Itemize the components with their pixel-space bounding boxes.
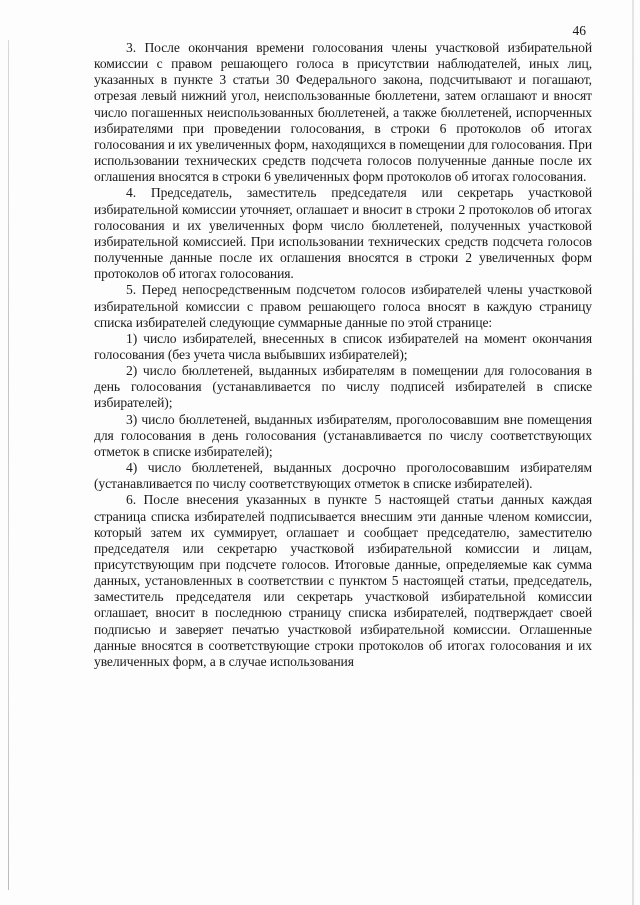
subitem-1: 1) число избирателей, внесенных в список избирателей на момент окончания голосования (без учета числа выбывших избирателей);	[94, 330, 592, 362]
paragraph-item-3: 3. После окончания времени голосования члены участковой избирательной комиссии с правом решающего голоса в присутствии наблюдателей, иных лиц, указанных в пункте 3 статьи 30 Федерального закона, подсчитывают и погашают, отрезая левый нижний угол, неиспользованные бюллетени, затем оглашают и вносят число погашенных неиспользованных бюллетеней, а также бюллетеней, испорченных избирателями при проведении голосования, в строки 6 протоколов об итогах голосования и их увеличенных форм, находящихся в помещении для голосования. При использовании технических средств подсчета голосов полученные данные после их оглашения вносятся в строки 6 увеличенных форм протоколов об итогах голосования.	[94, 40, 592, 185]
document-body	[94, 40, 592, 670]
subitem-4: 4) число бюллетеней, выданных досрочно проголосовавшим избирателям (устанавливается по числу соответствующих отметок в списке избирателей).	[94, 460, 592, 492]
paragraph-item-5: 5. Перед непосредственным подсчетом голосов избирателей члены участковой избирательной комиссии с правом решающего голоса вносят в каждую страницу списка избирателей следующие суммарные данные по этой странице:	[94, 282, 592, 330]
scan-edge-right	[632, 0, 634, 905]
paragraph-item-6: 6. После внесения указанных в пункте 5 настоящей статьи данных каждая страница списка избирателей подписывается внесшим эти данные членом комиссии, который затем их суммирует, оглашает и сообщает председателю, заместителю председателя или секретарю участковой избирательной комиссии и лицам, присутствующим при подсчете голосов. Итоговые данные, определяемые как сумма данных, установленных в соответствии с пунктом 5 настоящей статьи, председатель, заместитель председателя или секретарь участковой избирательной комиссии оглашает, вносит в последнюю страницу списка избирателей, подтверждает своей подписью и заверяет печатью участковой избирательной комиссии. Оглашенные данные вносятся в соответствующие строки протоколов об итогах голосования и их увеличенных форм, а в случае использования	[94, 492, 592, 669]
paragraph-item-4: 4. Председатель, заместитель председателя или секретарь участковой избирательной комиссии уточняет, оглашает и вносит в строки 2 протоколов об итогах голосования и их увеличенных форм число бюллетеней, полученных участковой избирательной комиссией. При использовании технических средств подсчета голосов полученные данные после их оглашения вносятся в строки 2 увеличенных форм протоколов об итогах голосования.	[94, 185, 592, 282]
subitem-3: 3) число бюллетеней, выданных избирателям, проголосовавшим вне помещения для голосования в день голосования (устанавливается по числу соответствующих отметок в списке избирателей);	[94, 411, 592, 459]
subitem-2: 2) число бюллетеней, выданных избирателям в помещении для голосования в день голосования (устанавливается по числу подписей избирателей в списке избирателей);	[94, 363, 592, 411]
scan-edge-left	[8, 40, 9, 890]
page-number: 46	[572, 23, 586, 38]
